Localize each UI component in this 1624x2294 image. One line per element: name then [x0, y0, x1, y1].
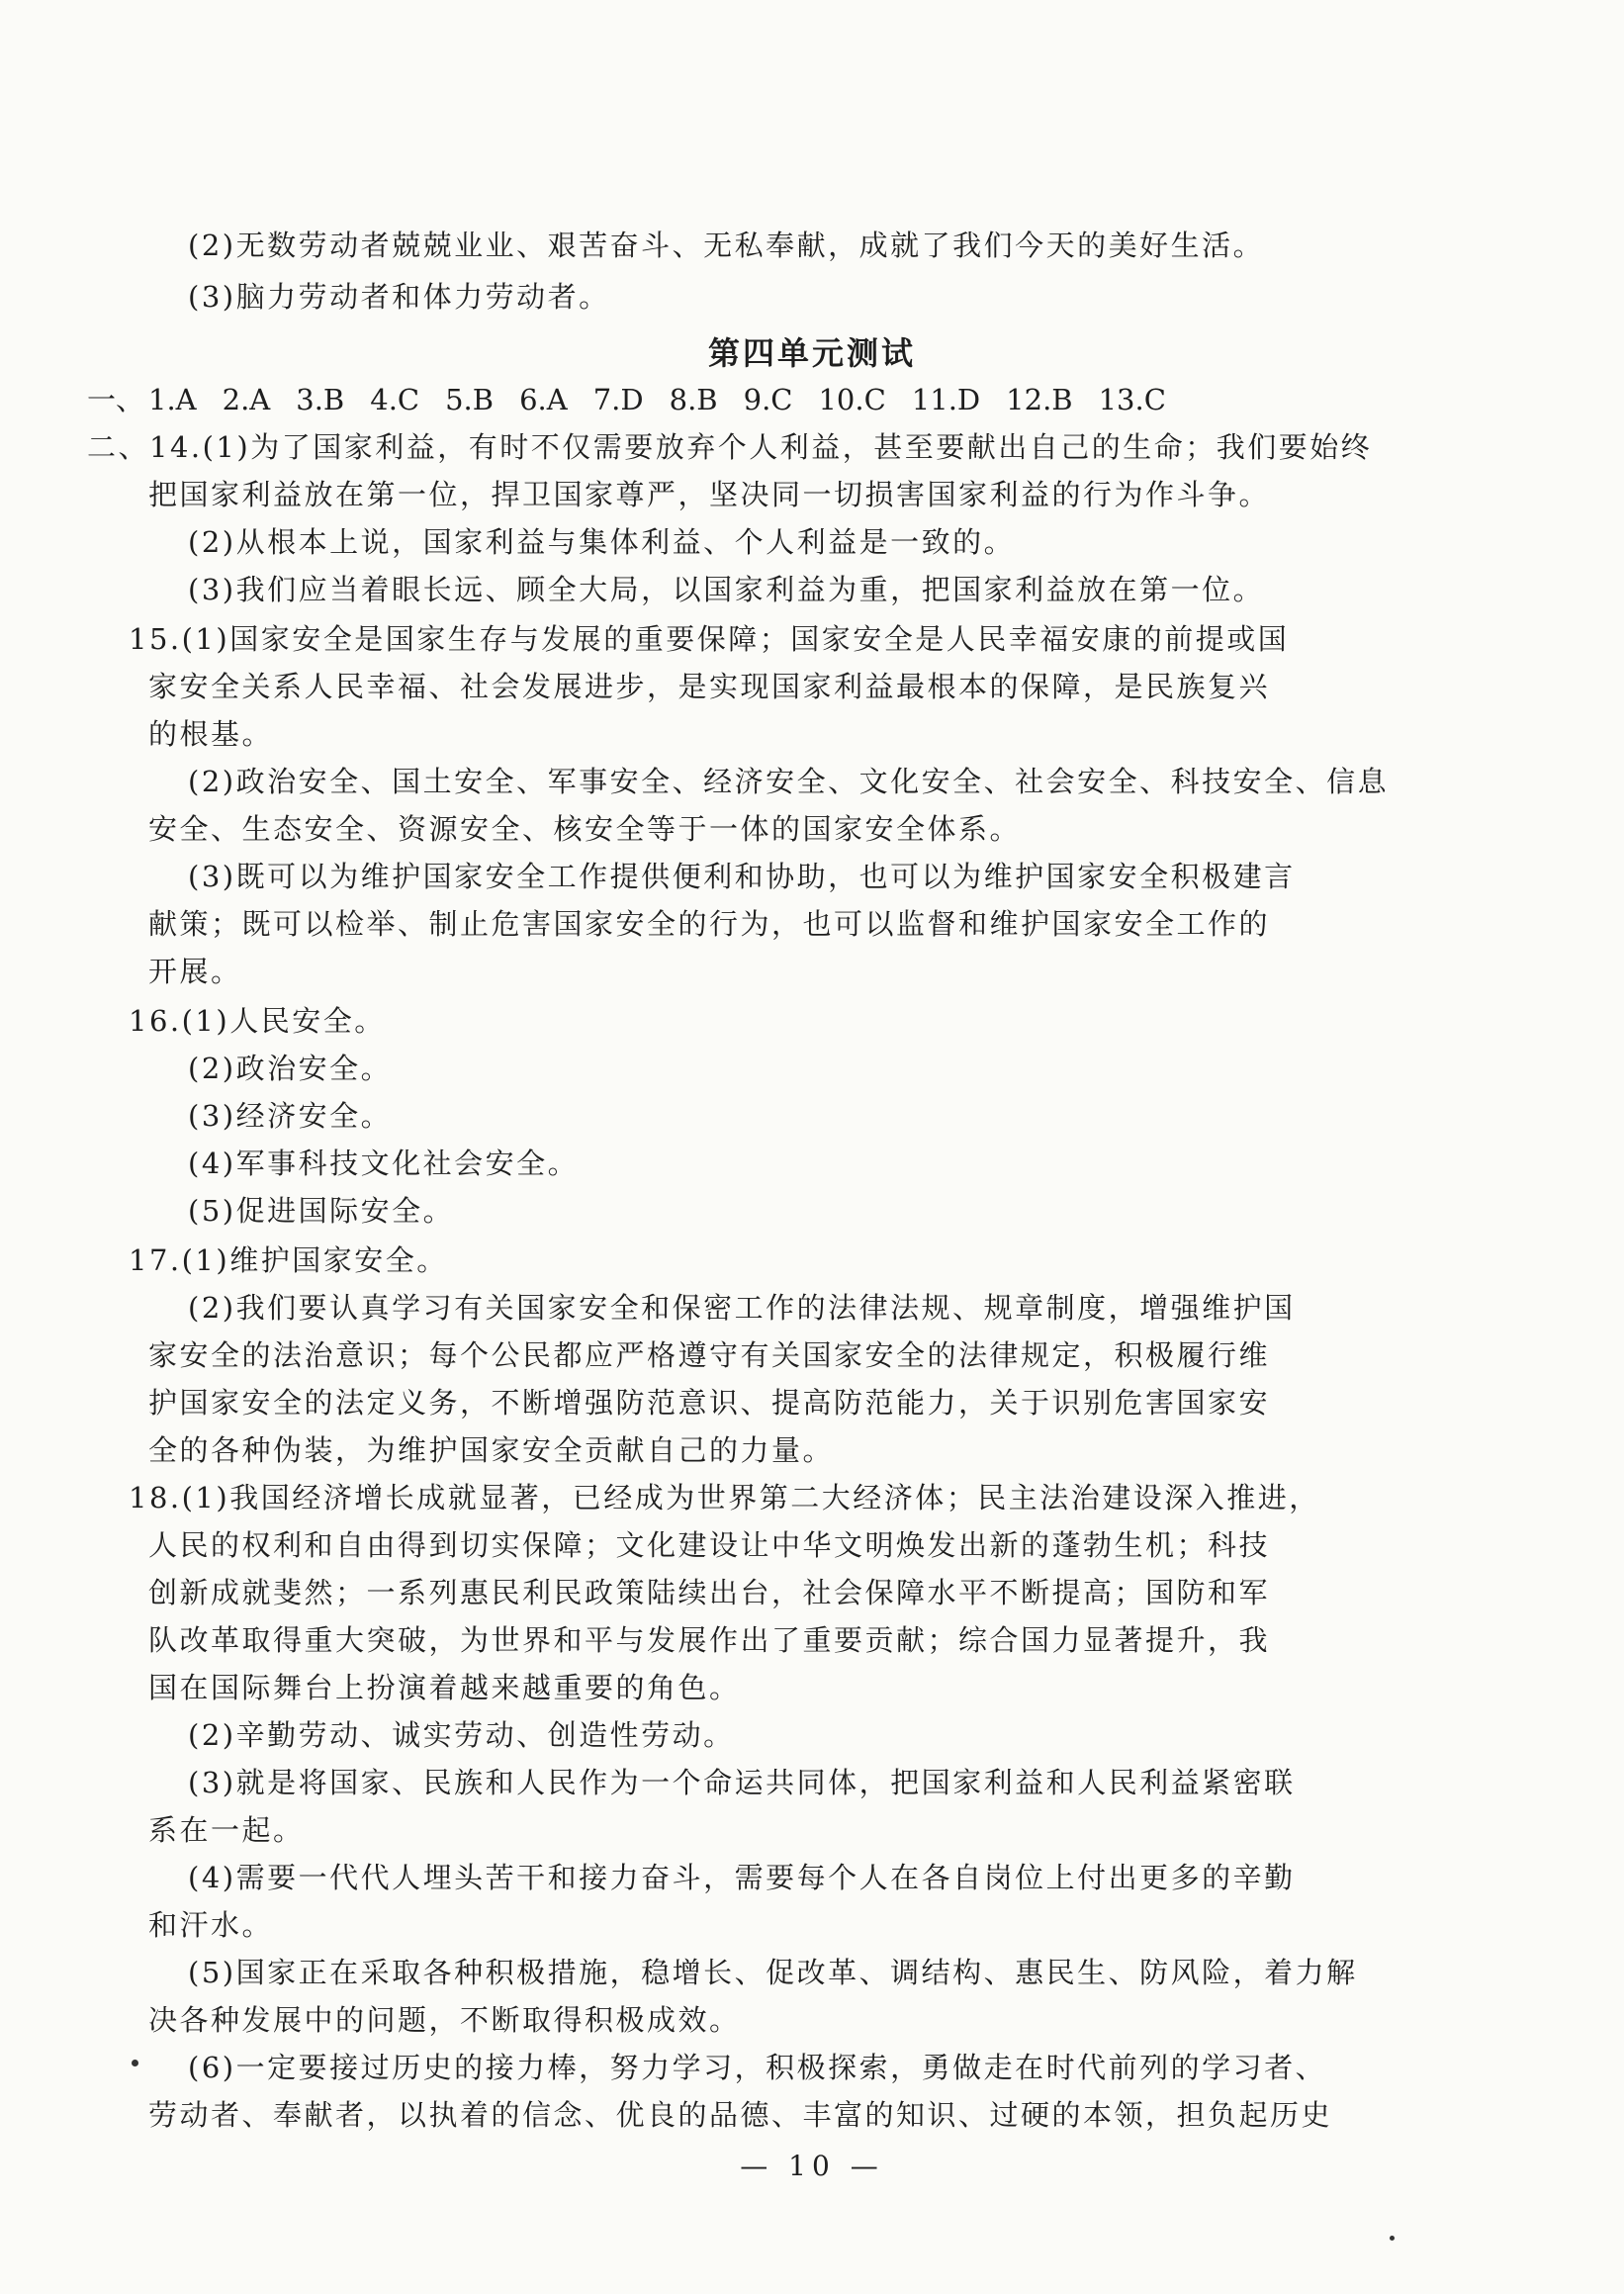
text-line: 把国家利益放在第一位，捍卫国家尊严，坚决同一切损害国家利益的行为作斗争。 — [148, 478, 1271, 511]
mc-answer: 1.A — [148, 383, 197, 416]
text-line: 创新成就斐然；一系列惠民利民政策陆续出台，社会保障水平不断提高；国防和军 — [148, 1576, 1271, 1609]
mc-answer: 13.C — [1098, 383, 1166, 416]
text-line: (3)我们应当着眼长远、顾全大局，以国家利益为重，把国家利益放在第一位。 — [188, 573, 1265, 606]
mc-answer: 3.B — [296, 383, 345, 416]
text-line: (2)我们要认真学习有关国家安全和保密工作的法律法规、规章制度，增强维护国 — [188, 1291, 1296, 1325]
text-line: (2)政治安全。 — [188, 1052, 393, 1085]
text-line: 国在国际舞台上扮演着越来越重要的角色。 — [148, 1671, 741, 1704]
text-line: (5)国家正在采取各种积极措施，稳增长、促改革、调结构、惠民生、防风险，着力解 — [188, 1956, 1358, 1989]
text-line: 16.(1)人民安全。 — [129, 1004, 386, 1038]
text-line: 18.(1)我国经济增长成就显著，已经成为世界第二大经济体；民主法治建设深入推进， — [129, 1481, 1320, 1514]
text-line: 全的各种伪装，为维护国家安全贡献自己的力量。 — [148, 1433, 835, 1467]
text-line: 家安全的法治意识；每个公民都应严格遵守有关国家安全的法律规定，积极履行维 — [148, 1338, 1271, 1372]
scan-speck — [132, 2060, 138, 2066]
text-line: 决各种发展中的问题，不断取得积极成效。 — [148, 2003, 741, 2037]
text-line: (3)就是将国家、民族和人民作为一个命运共同体，把国家利益和人民利益紧密联 — [188, 1766, 1296, 1799]
text-line: (2)政治安全、国土安全、军事安全、经济安全、文化安全、社会安全、科技安全、信息 — [188, 765, 1390, 798]
text-line: (2)无数劳动者兢兢业业、艰苦奋斗、无私奉献，成就了我们今天的美好生活。 — [188, 229, 1265, 262]
text-line: 二、14.(1)为了国家利益，有时不仅需要放弃个人利益，甚至要献出自己的生命；我们要始终 — [87, 430, 1373, 464]
multiple-choice-answers — [87, 382, 1192, 417]
text-line: 队改革取得重大突破，为世界和平与发展作出了重要贡献；综合国力显著提升，我 — [148, 1623, 1271, 1657]
mc-answer: 8.B — [669, 383, 718, 416]
text-line: 和汗水。 — [148, 1908, 274, 1942]
text-line: 开展。 — [148, 955, 242, 988]
text-line: 15.(1)国家安全是国家生存与发展的重要保障；国家安全是人民幸福安康的前提或国 — [129, 622, 1290, 656]
mc-answer: 12.B — [1006, 383, 1073, 416]
text-line: (4)军事科技文化社会安全。 — [188, 1147, 580, 1180]
text-line: (2)从根本上说，国家利益与集体利益、个人利益是一致的。 — [188, 525, 1016, 559]
text-line: 安全、生态安全、资源安全、核安全等于一体的国家安全体系。 — [148, 812, 1022, 846]
mc-answer: 9.C — [743, 383, 793, 416]
mc-answer: 5.B — [445, 383, 495, 416]
mc-answer: 4.C — [370, 383, 420, 416]
text-line: (3)既可以为维护国家安全工作提供便利和协助，也可以为维护国家安全积极建言 — [188, 860, 1296, 893]
text-line: (4)需要一代代人埋头苦干和接力奋斗，需要每个人在各自岗位上付出更多的辛勤 — [188, 1861, 1296, 1894]
mc-answer: 10.C — [818, 383, 886, 416]
text-line: 护国家安全的法定义务，不断增强防范意识、提高防范能力，关于识别危害国家安 — [148, 1386, 1271, 1420]
text-line: (2)辛勤劳动、诚实劳动、创造性劳动。 — [188, 1718, 735, 1752]
scan-speck — [1390, 2236, 1395, 2241]
mc-answer: 11.D — [911, 383, 981, 416]
mc-prefix: 一、 — [87, 383, 145, 416]
text-line: 家安全关系人民幸福、社会发展进步，是实现国家利益最根本的保障，是民族复兴 — [148, 670, 1271, 703]
mc-answer: 2.A — [222, 383, 271, 416]
text-line: 献策；既可以检举、制止危害国家安全的行为，也可以监督和维护国家安全工作的 — [148, 907, 1271, 941]
mc-answer: 7.D — [592, 383, 644, 416]
text-line: 系在一起。 — [148, 1813, 305, 1847]
text-line: (3)经济安全。 — [188, 1099, 393, 1133]
text-line: (5)促进国际安全。 — [188, 1194, 455, 1228]
text-line: (6)一定要接过历史的接力棒，努力学习，积极探索，勇做走在时代前列的学习者、 — [188, 2051, 1327, 2084]
section-title: 第四单元测试 — [707, 334, 916, 372]
text-line: 的根基。 — [148, 717, 274, 751]
text-line: 劳动者、奉献者，以执着的信念、优良的品德、丰富的知识、过硬的本领，担负起历史 — [148, 2098, 1333, 2132]
text-line: (3)脑力劳动者和体力劳动者。 — [188, 280, 610, 314]
text-line: 人民的权利和自由得到切实保障；文化建设让中华文明焕发出新的蓬勃生机；科技 — [148, 1528, 1271, 1562]
mc-answer: 6.A — [519, 383, 568, 416]
text-line: 17.(1)维护国家安全。 — [129, 1243, 448, 1277]
page-number: — 10 — — [740, 2150, 884, 2182]
